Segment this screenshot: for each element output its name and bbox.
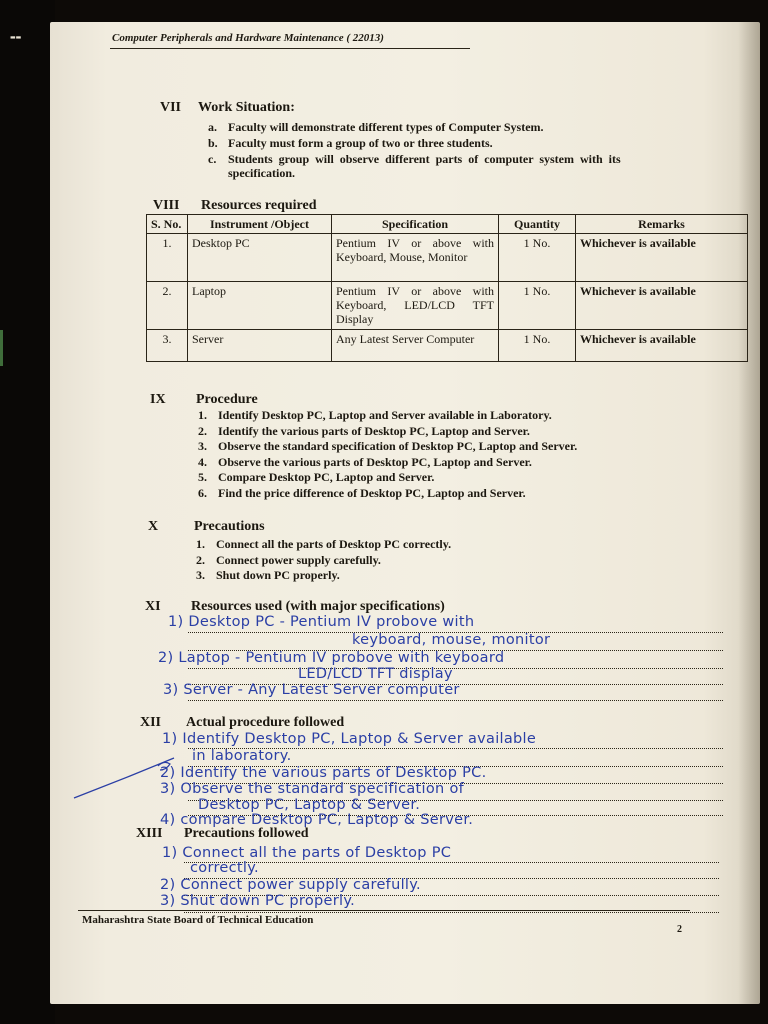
item-marker: 1. (198, 408, 207, 422)
cell-remarks: Whichever is available (576, 330, 748, 362)
item-marker: 2. (198, 423, 207, 438)
left-margin-marks: ▬▬ (10, 34, 22, 41)
footer-rule (78, 910, 690, 911)
list-item (196, 553, 451, 569)
section-xii-number: XII (140, 715, 162, 730)
cell-instrument: Laptop (188, 282, 332, 330)
section-x-title: Precautions (194, 519, 265, 534)
section-xii-heading (140, 715, 344, 731)
section-xiii-heading (136, 826, 309, 842)
section-xiii-number: XIII (136, 826, 163, 841)
dotted-line (188, 700, 723, 701)
section-vii-number: VII (160, 100, 182, 115)
section-ix-title: Procedure (196, 392, 258, 407)
list-item (198, 424, 577, 440)
item-text: Observe the standard specification of Desktop PC, Laptop and Server. (218, 439, 578, 453)
handwritten-line: Desktop PC, Laptop & Server. (198, 797, 421, 813)
section-xiii-title: Precautions followed (184, 826, 309, 841)
item-marker: 6. (198, 485, 207, 500)
cell-remarks: Whichever is available (576, 234, 748, 282)
item-text: Observe the various parts of Desktop PC, Laptop and Server. (218, 454, 532, 469)
item-text: Faculty will demonstrate different types of Computer System. (228, 120, 544, 134)
col-header-sno: S. No. (147, 215, 188, 234)
procedure-list (198, 408, 577, 501)
handwritten-line: keyboard, mouse, monitor (352, 632, 551, 648)
cell-sno: 1. (147, 234, 188, 282)
handwritten-line: 2) Identify the various parts of Desktop PC. (160, 765, 487, 781)
item-text: Shut down PC properly. (216, 568, 340, 582)
item-text: Identify the various parts of Desktop PC, Laptop and Server. (218, 423, 530, 438)
table-row (147, 234, 748, 282)
item-marker: c. (208, 152, 217, 166)
section-viii-title: Resources required (201, 198, 317, 213)
item-marker: 1. (196, 537, 205, 551)
handwritten-line: 1) Identify Desktop PC, Laptop & Server available (162, 731, 537, 747)
cell-instrument: Server (188, 330, 332, 362)
pen-scribble (70, 752, 180, 802)
dotted-line (188, 668, 723, 669)
handwritten-line: 1) Desktop PC - Pentium IV probove with (168, 614, 475, 630)
section-ix-number: IX (150, 392, 166, 407)
handwritten-line: 1) Connect all the parts of Desktop PC (162, 845, 452, 861)
list-item (198, 486, 577, 502)
item-marker: 3. (196, 568, 205, 582)
item-text: Connect power supply carefully. (216, 552, 381, 567)
list-item (196, 568, 451, 584)
item-text: Compare Desktop PC, Laptop and Server. (218, 470, 435, 484)
item-text: Students group will observe different parts of computer system with its (228, 152, 621, 166)
handwritten-line: correctly. (190, 860, 259, 876)
handwritten-line: 2) Connect power supply carefully. (160, 877, 421, 893)
item-marker: 4. (198, 454, 207, 469)
work-situation-item (208, 120, 544, 136)
col-header-quantity: Quantity (499, 215, 576, 234)
item-marker: 3. (198, 439, 207, 453)
page-shadow (738, 22, 760, 1004)
cell-quantity: 1 No. (499, 330, 576, 362)
handwritten-line: 3) Observe the standard specification of (160, 781, 465, 797)
section-vii-title: Work Situation: (198, 100, 295, 115)
list-item (198, 439, 577, 455)
list-item (198, 455, 577, 471)
header-rule (110, 48, 470, 49)
item-text: specification. (228, 166, 295, 180)
cell-specification: Any Latest Server Computer (332, 330, 499, 362)
item-text: Find the price difference of Desktop PC, Laptop and Server. (218, 485, 526, 500)
left-margin (0, 0, 55, 1024)
section-x-heading (148, 519, 265, 535)
handwritten-line: 2) Laptop - Pentium IV probove with keyboard (158, 650, 505, 666)
work-situation-item (208, 136, 493, 152)
dotted-line (184, 912, 719, 913)
handwritten-line: 3) Shut down PC properly. (160, 893, 356, 909)
table-row (147, 330, 748, 362)
dotted-line (184, 862, 719, 863)
item-marker: 5. (198, 470, 207, 484)
section-viii-number: VIII (153, 198, 180, 213)
page-footer: Maharashtra State Board of Technical Education (82, 914, 314, 926)
work-situation-item (228, 166, 295, 182)
item-text: Identify Desktop PC, Laptop and Server available in Laboratory. (218, 408, 552, 422)
col-header-remarks: Remarks (576, 215, 748, 234)
section-viii-heading (153, 198, 317, 214)
section-vii-heading (160, 100, 295, 116)
cell-sno: 2. (147, 282, 188, 330)
section-xii-title: Actual procedure followed (186, 715, 345, 730)
left-green-tab (0, 330, 3, 366)
precautions-list (196, 537, 451, 584)
item-text: Connect all the parts of Desktop PC correctly. (216, 537, 452, 551)
cell-quantity: 1 No. (499, 282, 576, 330)
item-marker: 2. (196, 552, 205, 567)
cell-remarks: Whichever is available (576, 282, 748, 330)
handwritten-line: LED/LCD TFT display (298, 666, 453, 682)
cell-specification: Pentium IV or above with Keyboard, Mouse, Monitor (332, 234, 499, 282)
section-xi-number: XI (145, 599, 161, 614)
col-header-instrument: Instrument /Object (188, 215, 332, 234)
table-header-row (147, 215, 748, 234)
handwritten-line: 4) compare Desktop PC, Laptop & Server. (160, 812, 474, 828)
item-text: Faculty must form a group of two or three students. (228, 136, 493, 150)
cell-quantity: 1 No. (499, 234, 576, 282)
cell-specification: Pentium IV or above with Keyboard, LED/LCD TFT Display (332, 282, 499, 330)
section-ix-heading (150, 392, 258, 408)
item-marker: a. (208, 120, 217, 134)
page-header: Computer Peripherals and Hardware Maintenance ( 22013) (112, 32, 384, 44)
handwritten-line: 3) Server - Any Latest Server computer (163, 682, 460, 698)
section-xi-heading (145, 599, 445, 615)
item-marker: b. (208, 136, 218, 150)
list-item (198, 408, 577, 424)
resources-table (146, 214, 748, 362)
section-x-number: X (148, 519, 159, 534)
col-header-specification: Specification (332, 215, 499, 234)
cell-sno: 3. (147, 330, 188, 362)
table-row (147, 282, 748, 330)
page-number: 2 (677, 924, 682, 935)
list-item (196, 537, 451, 553)
handwritten-line: in laboratory. (192, 748, 292, 764)
cell-instrument: Desktop PC (188, 234, 332, 282)
list-item (198, 470, 577, 486)
section-xi-title: Resources used (with major specifications) (191, 599, 445, 614)
